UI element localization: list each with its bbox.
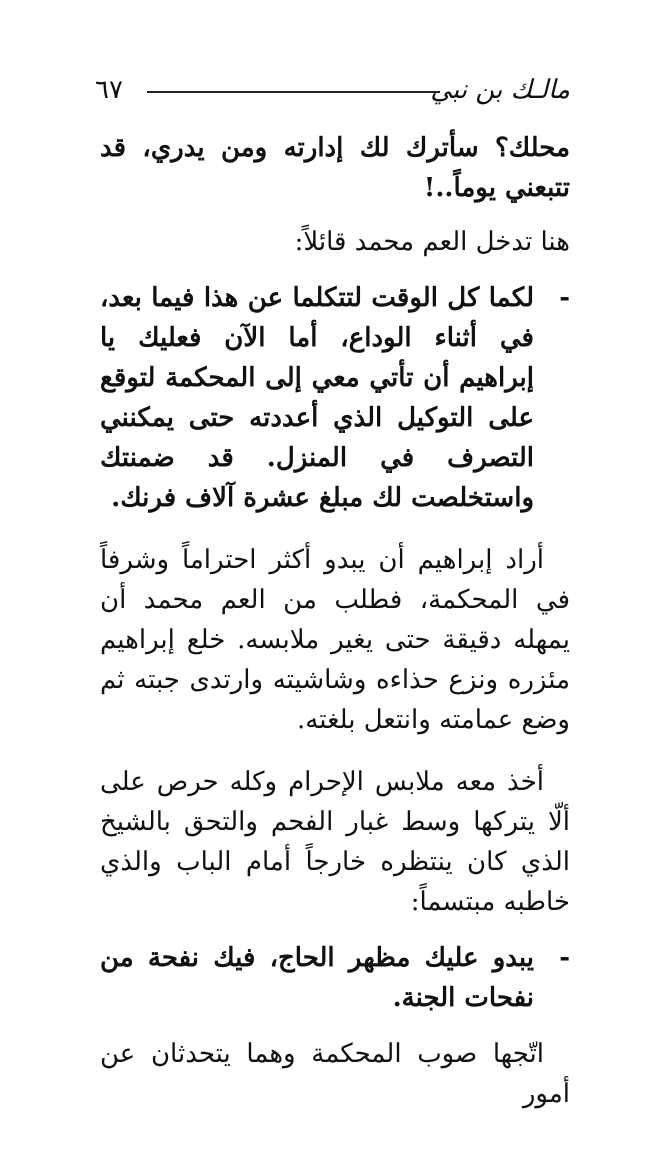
dialogue-dash: -: [559, 943, 570, 973]
dialogue-line: [100, 938, 570, 1018]
header-rule: [147, 91, 440, 93]
paragraph-narration: أراد إبراهيم أن يبدو أكثر احتراماً وشرفاً في المحكمة، فطلب من العم محمد أن يمهله دقيقة حتى يغير ملابسه. خلع إبراهيم مئزره ونزع حذاءه وشاشيته وارتدى جبته ثم وضع عمامته وانتعل بلغته.: [100, 545, 570, 735]
dialogue-text: يبدو عليك مظهر الحاج، فيك نفحة من نفحات الجنة.: [100, 943, 534, 1013]
dialogue-dash: -: [559, 283, 570, 313]
paragraph-dialogue-continuation: محلك؟ سأترك لك إدارته ومن يدري، قد تتبعني يوماً..!: [100, 133, 570, 203]
paragraph-narration: أخذ معه ملابس الإحرام وكله حرص على ألّا يتركها وسط غبار الفحم والتحق بالشيخ الذي كان ينتظره خارجاً أمام الباب والذي خاطبه مبتسماً:: [100, 767, 570, 917]
paragraph-narration: هنا تدخل العم محمد قائلاً:: [294, 227, 570, 257]
dialogue-text: لكما كل الوقت لتتكلما عن هذا فيما بعد، في أثناء الوداع، أما الآن فعليك يا إبراهيم أن تأتي معي إلى المحكمة لتوقع على التوكيل الذي أعددته حتى يمكنني التصرف في المنزل. قد ضمنتك واستخلصت لك مبلغ عشرة آلاف فرنك.: [100, 283, 534, 513]
running-title: مالـك بن نبي: [430, 75, 570, 105]
page-body: [100, 128, 570, 1114]
paragraph-narration: اتّجها صوب المحكمة وهما يتحدثان عن أمور: [100, 1039, 570, 1109]
page-number: ٦٧: [95, 75, 123, 105]
dialogue-line: [100, 278, 570, 518]
page-header: [95, 72, 570, 112]
